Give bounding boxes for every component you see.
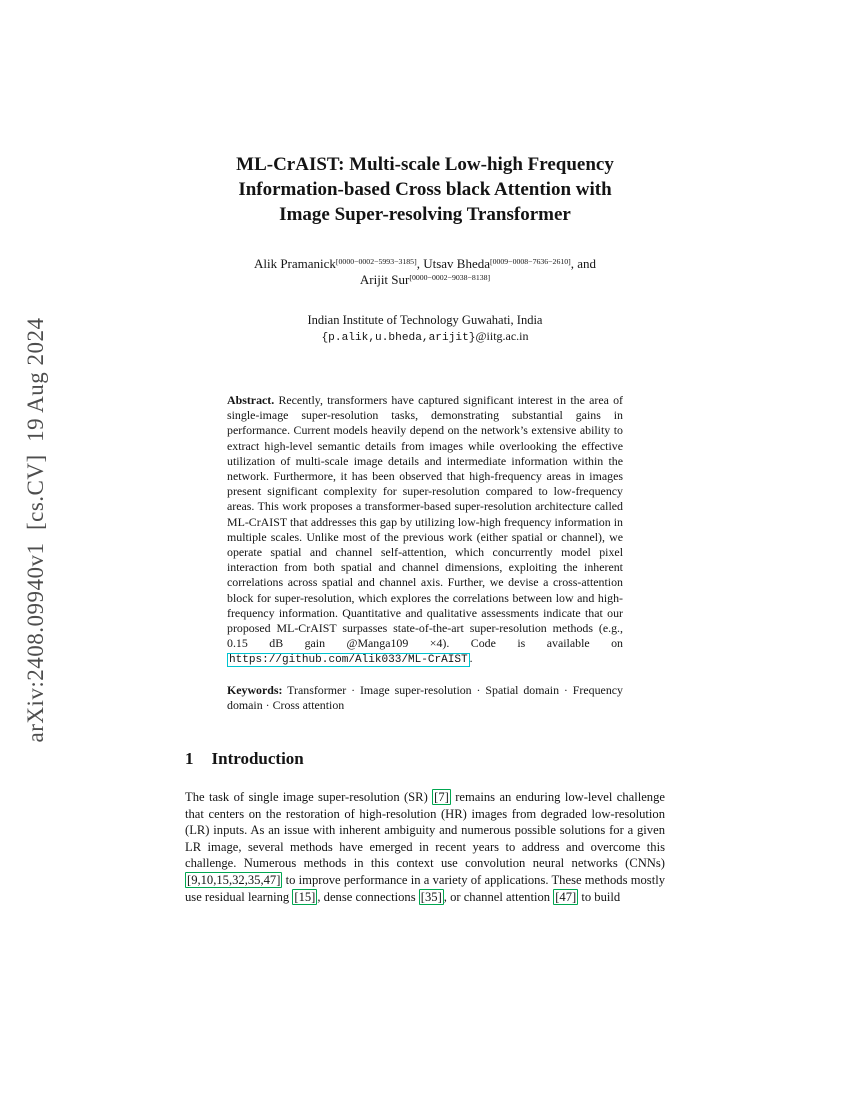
orcid-superscript: [0000−0002−9038−8138] bbox=[409, 273, 491, 283]
text-segment: Abstract. bbox=[227, 393, 275, 407]
text-segment: Transformer · Image super-resolution · Spatial domain · Frequency domain · Cross attention bbox=[227, 682, 623, 712]
citation-link[interactable]: [47] bbox=[555, 889, 577, 904]
title-line-3: Image Super-resolving Transformer bbox=[279, 204, 571, 225]
citation-link[interactable]: [15] bbox=[294, 889, 316, 904]
text-segment: {p.alik,u.bheda,arijit} bbox=[321, 332, 476, 344]
text-segment: to improve performance in a variety of applications. These methods mostly use residual learning bbox=[185, 873, 665, 904]
text-segment: @iitg.ac.in bbox=[475, 329, 529, 343]
abstract-paragraph bbox=[227, 393, 623, 669]
title-line-2: Information-based Cross black Attention with bbox=[238, 179, 612, 200]
authors-line-1 bbox=[185, 256, 665, 272]
text-segment: Alik Pramanick bbox=[253, 256, 336, 271]
text-segment: . bbox=[469, 651, 473, 666]
section-1-heading bbox=[185, 749, 665, 769]
author-emails bbox=[185, 328, 665, 346]
authors-block bbox=[185, 256, 665, 288]
citation-link[interactable]: [7] bbox=[434, 790, 449, 805]
text-segment: Recently, transformers have captured significant interest in the area of single-image super-resolution tasks, demonstrating substantial gains in performance. Current models heavily depend on the network’s extensive ability to extract high-level semantic details from images while overlooking the effective utilization of multi-scale image details and intermediate information within the network. Furthermore, it has been observed that high-frequency areas in images present significant complexity for super-resolution compared to low-frequency areas. This work proposes a transformer-based super-resolution architecture called ML-CrAIST that addresses this gap by utilizing low-high frequency information in multiple scales. Unlike most of the previous work (either spatial or channel), we operate spatial and channel self-attention, which concurrently model pixel interaction from both spatial and channel dimensions, exploiting the inherent correlations across spatial and channel axis. Further, we devise a cross-attention block for super-resolution, which explores the correlations between low and high-frequency information. Quantitative and qualitative assessments indicate that our proposed ML-CrAIST surpasses state-of-the-art super-resolution methods (e.g., 0.15 dB gain @Manga109 ×4). Code is available on bbox=[227, 393, 623, 651]
text-segment: , or channel attention bbox=[443, 889, 554, 904]
keywords-paragraph bbox=[227, 683, 623, 713]
paper-content bbox=[185, 152, 665, 918]
section-title: Introduction bbox=[211, 749, 304, 769]
affiliation: Indian Institute of Technology Guwahati, India bbox=[307, 313, 543, 327]
introduction-paragraph bbox=[185, 789, 665, 905]
text-segment: Keywords: bbox=[227, 682, 283, 697]
citation-link[interactable]: [9,10,15,32,35,47] bbox=[187, 873, 281, 888]
orcid-superscript: [0000−0002−5993−3185] bbox=[335, 257, 417, 267]
citation-link[interactable]: [35] bbox=[420, 889, 442, 904]
text-segment: , and bbox=[570, 256, 597, 271]
text-segment: Arijit Sur bbox=[359, 272, 410, 287]
text-segment: , Utsav Bheda bbox=[416, 256, 490, 271]
text-segment: , dense connections bbox=[317, 889, 419, 904]
orcid-superscript: [0009−0008−7636−2610] bbox=[489, 257, 571, 267]
text-segment: to build bbox=[578, 889, 621, 904]
text-segment: The task of single image super-resolution (SR) bbox=[185, 790, 433, 805]
code-url-link[interactable]: https://github.com/Alik033/ML-CrAIST bbox=[229, 654, 468, 667]
title-line-1: ML-CrAIST: Multi-scale Low-high Frequency bbox=[236, 154, 614, 175]
section-number: 1 bbox=[185, 749, 194, 769]
authors-line-2 bbox=[185, 272, 665, 288]
paper-title bbox=[185, 152, 665, 227]
arxiv-watermark: arXiv:2408.09940v1 [cs.CV] 19 Aug 2024 bbox=[23, 317, 48, 743]
text-segment: remains an enduring low-level challenge that centers on the restoration of high-resolution (HR) images from degraded low-resolution (LR) inputs. As an issue with inherent ambiguity and numerous possible solutions for a given LR image, several methods have emerged in recent years to address and overcome this challenge. Numerous methods in this context use convolution neural networks (CNNs) bbox=[185, 790, 665, 871]
